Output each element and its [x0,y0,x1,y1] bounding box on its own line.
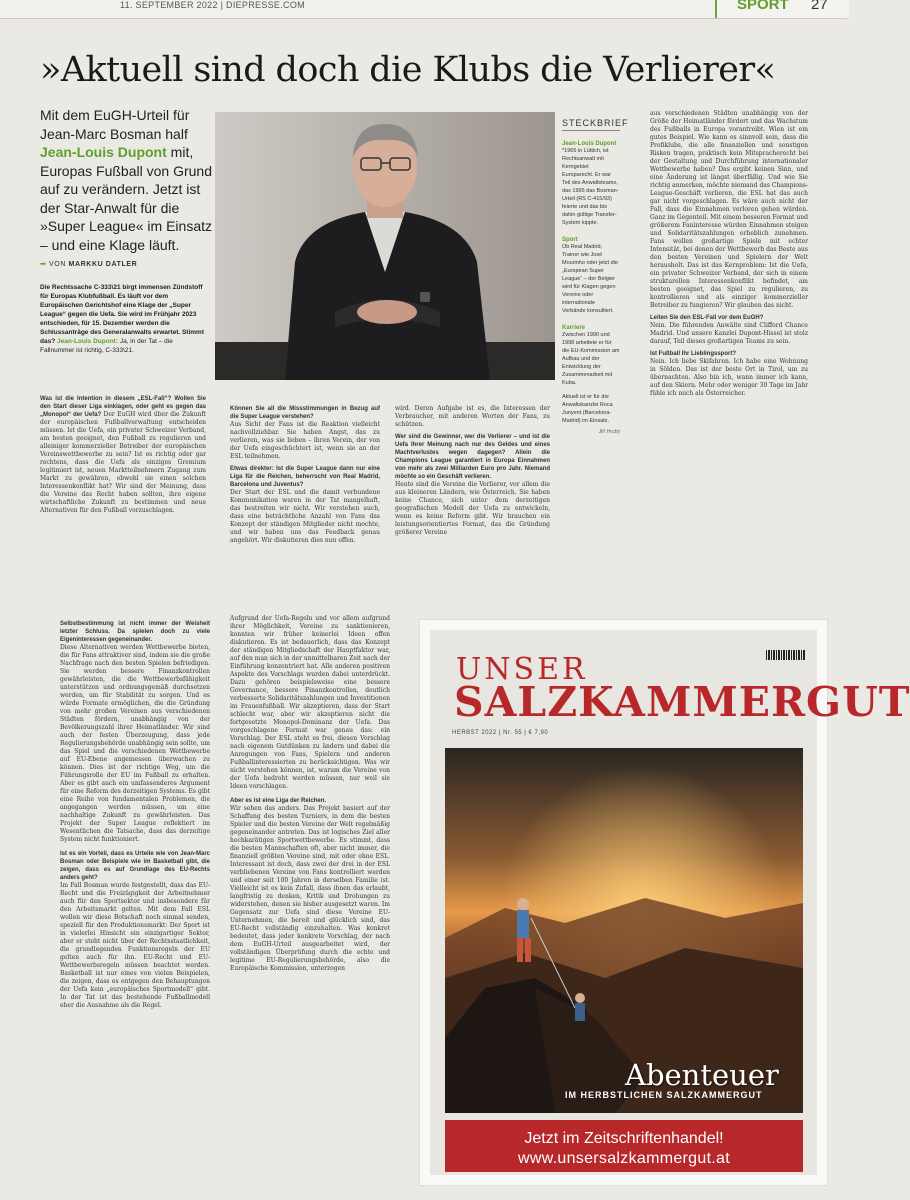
factbox-career-head: Karriere [562,325,586,331]
magazine-title-top: UNSER [456,652,588,687]
answer: Nein. Die führenden Anwälte sind Clifford Chance Madrid. Und unsere Kanzlei Dupont-Hissel ist stolz darauf, Teil dieses großartigen Teams zu sein. [650,322,808,345]
answer: aus verschiedenen Städten unabhängig von der Größe der Heimatländer fördert und das Wachstum des Fußballs in Europa vorantreibt. Wien ist ein gutes Beispiel. Wie kann es sinnvoll sein, dass die Profiklubs, die alle finanziellen und sonstigen Risken tragen, praktisch kein Mitspracherecht bei der Gestaltung und Durchführung internationaler Wettbewerbe haben? Das ergibt keinen Sinn, und eine Änderung ist längst überfällig. Und wie Sie richtig anmerken, möchte niemand das Champions-League-Geschäft verlieren, die ESL hat das auch gar nicht vorgeschlagen. Es wäre auch nicht der Fall, dass die Einnahmen verloren gehen würden. Ganz im Gegenteil. Mit einem besseren Format und größerem Faninteresse würden Einnahmen steigen und Solidaritätszahlungen erheblich zunehmen. Fans wollen großartige Spiele mit echter Intensität, bei denen der Wettbewerb das Beste aus den besten Vereinen und Spielern der Welt herausholt. Das ist das Kernproblem: Ist die Uefa, ein privater Schweizer Verband, der sich in einem strukturellen Interessenkonflikt befindet, am besten geeignet, das Spiel zu regulieren, zu kontrollieren und als einziger kommerzieller Betreiber zu fungieren? Wir glauben das nicht. [650,110,808,309]
answer: Heute sind die Vereine die Verlierer, vor allem die aus kleineren Ländern, wie Österreich. Sie haben keine Chance, sich unter dem derzeitigen geografischen Modell der Uefa zu entwickeln, wenn es keine Reform gibt. Wir brauchen ein leistungsorientiertes Format, das die Gründung größerer Vereine [395,481,550,536]
cta-banner[interactable] [445,1120,803,1172]
byline-prefix: VON [49,261,66,268]
portrait-illustration [215,112,555,380]
question: Ist Fußball Ihr Lieblingssport? [650,351,737,357]
byline-author: MARKKU DATLER [68,261,138,268]
lead-text: Die Rechtssache C-333\21 birgt immensen Zündstoff für Europas Klubfußball. Es läuft vor dem Europäischen Gerichtshof eine Klage der „Super League“ gegen die Uefa. Sie wird im Frühjahr 2023 entschieden, für 15. Dezember werden die Schlussanträge des Generalanwalts erwartet. Stimmt das? [40,284,205,345]
factbox [562,118,629,435]
answer: Der EuGH wird über die Zukunft der europäischen Fußballverwaltung entscheiden müssen. Ist die Uefa, ein privater Schweizer Verband, am besten geeignet, den Fußball zu regulieren und alleiniger kommerzieller Betreiber der europäischen Vereinswettbewerbe zu sein? Ist es richtig oder gar rechtens, dass die Uefa als einziges Gremium legitimiert ist, neuen Marktteilnehmern Zugang zum Markt zu gewähren, obwohl sie einen solchen Interessenkonflikt hat? Wir sind der Meinung, dass die Vereine das Recht haben sollten, ihre eigene wirtschaftliche Zukunft zu bestimmen und neue Alternativen für den Fußball vorzuschlagen. [40,411,206,514]
lower-column-1 [60,620,210,1180]
question: Wer sind die Gewinner, wer die Verlierer – und ist die Uefa Ihrer Meinung nach nur des Geldes und eines Machtverlustes wegen dagegen? Allein die Champions League garantiert in Europa Einnahmen von mehr als zwei Milliarden Euro pro Jahr. Niemand möchte so ein Geschäft verlieren. [395,434,550,480]
question: Etwas direkter: Ist die Super League dann nur eine Liga für die Reichen, beherrscht von Real Madrid, Barcelona und Juventus? [230,466,380,488]
answer: wird. Deren Aufgabe ist es, die Interessen der Verbraucher, mit anderen Worten der Fans, zu schützen. [395,405,550,428]
deck-name: Jean-Louis Dupont [40,144,167,160]
byline-arrow-icon: ➡ [40,261,47,268]
question: Ist es ein Vorteil, dass es Urteile wie von Jean-Marc Bosman oder Beispiele wie im Basketball gibt, die zeigen, dass es auf Grundlage des EU-Rechts anders geht? [60,851,210,881]
factbox-name: Jean-Louis Dupont [562,141,617,147]
factbox-career-text: Zwischen 1990 und 1998 arbeitete er für die EU-Kommission am Aufbau und der Entwicklung der Zusammenarbeit mit Kuba. [562,332,620,386]
answer: Wir sehen das anders. Das Projekt basiert auf der Schaffung des besten Turniers, in dem die besten Spieler und die besten Vereine der Welt regelmäßig gegeneinander antreten. Das ist logisches Ziel aller hochkarätigen Sportwettbewerbe. Es stimmt, dass die besten Mannschaften oft, aber nicht immer, die finanziell größten Vereine sind, mit oder ohne ESL. Interessant ist doch, dass zwei der drei in der ESL verbliebenen Vereine von Fans kontrolliert werden und einer seit 100 Jahren in derselben Familie ist. Vielleicht ist es kein Zufall, dass ihnen das erlaubt, langfristig zu denken, Kritik und Drohungen zu widerstehen, denen sie bisher ausgesetzt waren. Im Gegensatz zur Uefa sind diese Vereine EU-Unternehmen, die bereit und glücklich sind, das EU-Recht vollständig einzuhalten. Was konkret bedeutet, dass jeder konkrete Vorschlag, der nach dem EuGH-Urteil ausgearbeitet wird, der vollständigen Überprüfung durch die echte und legitime EU-Regulierungsbehörde, also die Europäische Kommission, unterzogen [230,805,390,972]
factbox-current: Aktuell ist er für die Anwaltskanzlei Roca Junyent (Barcelona-Madrid) im Einsatz. [562,394,613,424]
cover-feature-subtitle: IM HERBSTLICHEN SALZKAMMERGUT [565,1090,763,1100]
cover-feature-title: Abenteuer [625,1058,779,1092]
column-2 [230,405,380,610]
answer: Nein. Ich liebe Skifahren. Ich habe eine Wohnung in Sölden. Das ist der beste Ort in Tirol, um zu übernachten. Also bin ich, wann immer ich kann, auf den Skiern. Mehr oder weniger 30 Tage im Jahr fühle ich mich als Österreicher. [650,358,808,397]
question: Können Sie all die Missstimmungen in Bezug auf die Super League verstehen? [230,406,380,420]
column-4 [650,110,808,610]
section-label: SPORT [737,0,789,13]
question: Selbstbestimmung ist nicht immer der Weisheit letzter Schluss. Da spielen doch zu viele Eigeninteressen gegeneinander. [60,621,210,643]
magazine-ad[interactable] [420,620,910,1185]
lower-column-2 [230,615,390,1180]
headline: »Aktuell sind doch die Klubs die Verlierer« [40,50,776,90]
column-1 [40,395,206,610]
dateline: 11. SEPTEMBER 2022 | DIEPRESSE.COM [120,0,305,10]
deck-text: Mit dem EuGH-Urteil für Jean-Marc Bosman half [40,107,190,142]
magazine-issue: HERBST 2022 | Nr. 55 | € 7,90 [452,730,549,736]
answer: Der Start der ESL und die damit verbundene Kommunikation waren in der Tat mangelhaft, das bestreiten wir nicht. Wir verstehen auch, dass eine beträchtliche Anzahl von Fans das Konzept der ständigen Mitglieder nicht mochte, und wir haben uns das Feedback genau angehört. Wir diskutieren dies nun offen. [230,489,380,544]
magazine-masthead [436,630,910,726]
portrait-photo [215,112,555,380]
second-climber-figure [575,993,585,1021]
barcode-icon [766,650,806,660]
magazine-title-main: SALZKAMMERGUT [454,678,910,726]
lead-answer: Ja, in der Tat – die Fallnummer ist richtig, C-333\21. [40,338,173,354]
answer: Im Fall Bosman wurde festgestellt, dass das EU-Recht und die Freizügigkeit der Arbeitnehmer auch für den Sportsektor und insbesondere für den Arbeitsmarkt gelten. Mit dem Fall ESL wollen wir diese Botschaft noch einmal senden, speziell für den Produktionsmarkt: Der Sport ist in vielerlei Hinsicht ein einzigartiger Sektor, aber er steht nicht über der Rechtsstaatlichkeit, die grundlegenden Funktionsregeln der EU gelten auch für ihn. EU-Recht und EU-Wettbewerbsregeln müssen beachtet werden. Basketball ist nur eines von vielen Beispielen, die zeigen, dass es entgegen den Behauptungen der Uefa kein „europäisches Sportmodell“ gibt. In der Tat ist das bestehende Fußballmodell eher die Ausnahme als die Regel. [60,882,210,1009]
lead-paragraph [40,283,205,378]
cta-text: Jetzt im Zeitschriftenhandel! [524,1130,724,1147]
factbox-bio: *1965 in Lüttich, ist Rechtsanwalt mit Kerngebiet Europarecht. Er war Teil des Anwaltsteams, das 1995 das Bosman-Urteil (RS C-415/93) feierte und das bis dahin gültige Transfer-System kippte. [562,148,619,226]
question: Was ist die Intention in diesem „ESL-Fall“? Wollen Sie den Start dieser Liga einklagen, oder geht es gegen das „Monopol“ der Uefa? [40,396,206,418]
answer: Aus Sicht der Fans ist die Reaktion vielleicht nachvollziehbar. Sie haben Angst, das zu verlieren, was sie lieben – ihren Verein, der von der Uefa eingeschüchtert ist, wenn sie an der ESL teilnehmen. [230,421,380,460]
question: Aber es ist eine Liga der Reichen. [230,798,327,804]
factbox-sport-head: Sport [562,237,578,243]
magazine-cover [430,630,910,1175]
section-tab [715,0,849,18]
answer: Aufgrund der Uefa-Regeln und vor allem aufgrund ihrer Möglichkeit, Vereine zu sanktionieren, konnten wir früher keinerlei Ideen offen diskutieren. Es ist bedauerlich, dass das Konzept der ständigen Mitgliedschaft der Hauptfaktor war, auf den man sich in der unmittelbaren Zeit nach der Einführung konzentriert hat. Alle anderen positiven Aspekte des Vorschlags wurden dabei unterdrückt. Dazu gehören beispielsweise eine bessere Governance, bessere Finanzkontrollen, deutlich verbesserte Solidaritätszahlungen und Investitionen im Frauenfußball. Wir akzeptieren, dass der Start schlecht war, aber wir akzeptieren nicht die fortgesetzte Monopol-Dominanz der Uefa. Das vorgeschlagene Format war genau das: ein Vorschlag. Der ESL steht es frei, diesen Vorschlag nach eigenem Gutdünken zu ändern und dabei die Anregungen von Fans, Spielern und anderen Fußballinteressierten zu berücksichtigen. Was wir nicht verstehen können, ist, warum die Vereine von der Uefa bedroht werden müssen, nur weil sie Ideen vorschlagen. [230,615,390,790]
photo-credit: Jiří Hrubý [598,429,620,435]
column-3 [395,405,550,610]
factbox-sport-text: Ob Real Madrid, Trainer wie José Mourinho oder jetzt die „European Super League“ – der Belgier wird für Klagen gegen Vereine oder internationale Verbände konsultiert. [562,244,618,314]
lead-answer-name: Jean-Louis Dupont: [56,338,119,345]
byline [40,260,137,268]
deck [40,106,215,254]
answer: Diese Alternativen werden Wettbewerbe bieten, die für Fans attraktiver sind, indem sie die große Nachfrage nach den besten Spielen befriedigen. Sie werden bessere Finanzkontrollen gewährleisten, die die Wettbewerbsfähigkeit unterstützen und ordnungsgemäß durchsetzen werden, um für Stabilität zu sorgen. Und es würde Formate ermöglichen, die die Gründung von mehr großen Vereinen aus verschiedenen Städten fördern, unabhängig von der Bevölkerungszahl ihrer Heimatländer. Wir sind auch der festen Überzeugung, dass jede Regulierungsbehörde unabhängig sein sollte, um das Spiel und die verschiedenen Wettbewerbe auf EU-Ebene angemessen überwachen zu können. Dies ist der richtige Weg, um die Führungsrolle der EU im Fußball zu erhalten. Aber es gibt auch ein umfassenderes Argument für eine Reform des derzeitigen Systems. Es gibt eine Reihe von fundamentalen Problemen, die angegangen werden müssen, um eine nachhaltige Zukunft zu gewährleisten. Das Projekt der Super League reflektiert im Wesentlichen die Tatsache, dass das derzeitige System nicht funktioniert. [60,644,210,843]
cover-photo [445,748,803,1113]
question: Leiten Sie den ESL-Fall vor dem EuGH? [650,315,764,321]
page-number: 27 [811,0,828,13]
deck-text-rest: mit, Europas Fußball von Grund auf zu verändern. Jetzt ist der Star-Anwalt für die »Super League« im Einsatz – und eine Klage läuft. [40,144,212,253]
factbox-title: STECKBRIEF [562,118,620,131]
cta-link[interactable]: www.unsersalzkammergut.at [517,1150,730,1167]
